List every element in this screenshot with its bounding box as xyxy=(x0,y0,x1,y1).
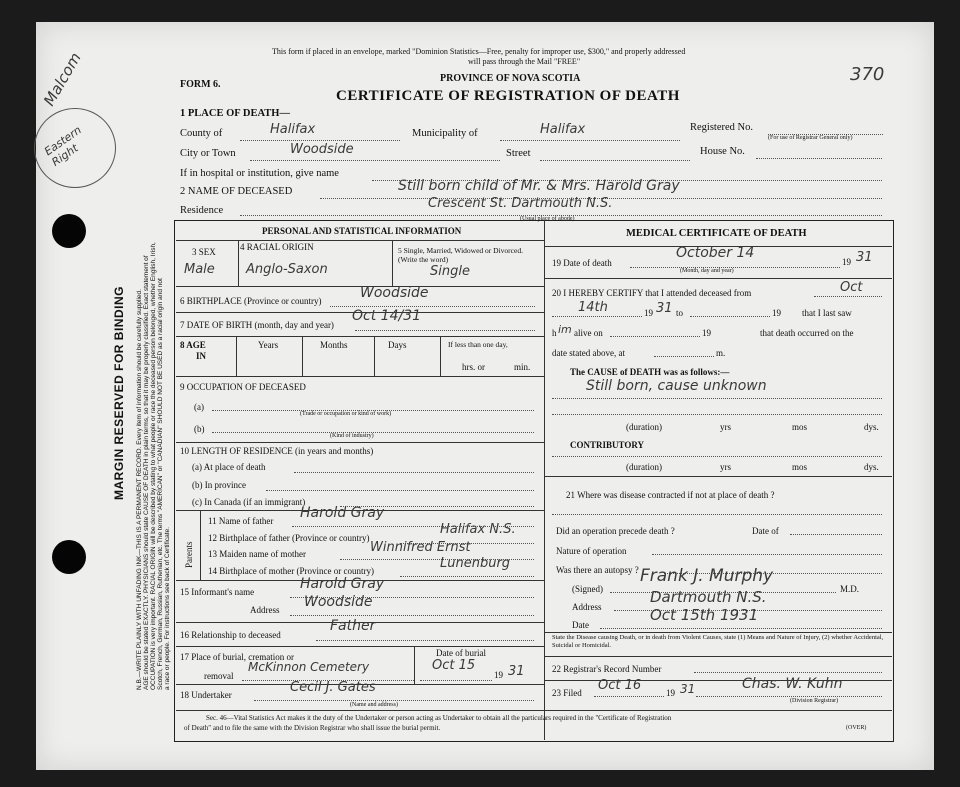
burial-date-value: Oct 15 xyxy=(432,658,476,673)
residence-a: (a) At place of death xyxy=(192,462,266,472)
alive-value: im xyxy=(558,323,572,336)
marital-value: Single xyxy=(430,264,470,279)
duration-label: (duration) xyxy=(626,422,662,432)
division-note: (Division Registrar) xyxy=(790,698,839,704)
footer-line-1: Sec. 46—Vital Statistics Act makes it the duty of the Undertaker or person acting as Undertaker to obtain all the particulars required in the "Certificate of Registration xyxy=(206,714,672,722)
duration-yrs: yrs xyxy=(720,422,731,432)
parents-label: Parents xyxy=(184,541,194,568)
medical-heading: MEDICAL CERTIFICATE OF DEATH xyxy=(626,228,807,239)
contrib-duration-label: (duration) xyxy=(626,462,662,472)
date-of-burial-label: Date of burial xyxy=(436,648,486,658)
residence-value: Crescent St. Dartmouth N.S. xyxy=(428,196,613,211)
certify-from-value: Oct xyxy=(840,280,863,295)
filed-year-value: 31 xyxy=(680,682,696,696)
medical-address-label: Address xyxy=(572,602,602,612)
province-label: PROVINCE OF NOVA SCOTIA xyxy=(440,73,581,84)
informant-address-value: Woodside xyxy=(304,594,373,610)
cause-label: The CAUSE of DEATH was as follows:— xyxy=(570,367,730,377)
operation-date-label: Date of xyxy=(752,526,779,536)
relationship-value: Father xyxy=(330,618,376,634)
alive-year-label: 19 xyxy=(702,328,711,338)
registrar-signature: Chas. W. Kuhn xyxy=(742,676,843,692)
marital-label: 5 Single, Married, Widowed or Divorced. (Write the word) xyxy=(398,246,523,264)
mother-maiden-value: Winnifred Ernst xyxy=(370,540,471,555)
that-death-label: that death occurred on the xyxy=(760,328,854,338)
occupation-a-note: (Trade or occupation or kind of work) xyxy=(300,411,392,417)
months-label: Months xyxy=(320,340,348,350)
medical-address-value: Dartmouth N.S. xyxy=(650,588,767,606)
county-label: County of xyxy=(180,128,223,139)
margin-nb-line: a race or people. For instructions see back of Certificate. xyxy=(164,527,171,690)
occupation-b-note: (Kind of industry) xyxy=(330,433,374,439)
annotation-name: Malcom xyxy=(40,49,85,109)
m-label: m. xyxy=(716,348,726,358)
alive-prefix: h xyxy=(552,328,557,338)
contracted-label: 21 Where was disease contracted if not at place of death ? xyxy=(566,490,775,500)
removal-label: removal xyxy=(204,671,234,681)
relationship-label: 16 Relationship to deceased xyxy=(180,630,281,640)
footer-over: (OVER) xyxy=(846,725,867,731)
informant-address-label: Address xyxy=(250,605,280,615)
father-birthplace-label: 12 Birthplace of father (Province or country) xyxy=(208,533,370,543)
age-in-label: IN xyxy=(196,351,207,361)
punch-hole xyxy=(52,540,86,574)
filed-label: 23 Filed xyxy=(552,688,582,698)
nature-label: Nature of operation xyxy=(556,546,627,556)
dob-label: 7 DATE OF BIRTH (month, day and year) xyxy=(180,320,334,330)
min-label: min. xyxy=(514,362,531,372)
occupation-a: (a) xyxy=(194,402,204,412)
undertaker-value: Cecil J. Gates xyxy=(290,680,376,695)
municipality-value: Halifax xyxy=(540,122,586,137)
date-stated-label: date stated above, at xyxy=(552,348,625,358)
medical-date-label: Date xyxy=(572,620,589,630)
date-year-prefix: 19 xyxy=(842,257,851,267)
margin-nb-line: OCCUPATION is very important. RACIAL ORIGIN will be described by stating to what people or race the deceased person belonged, whether English, Irish, xyxy=(150,242,157,690)
birthplace-value: Woodside xyxy=(360,285,429,301)
hospital-label: If in hospital or institution, give name xyxy=(180,168,339,179)
contrib-yrs: yrs xyxy=(720,462,731,472)
registered-no-label: Registered No. xyxy=(690,122,753,133)
contrib-mos: mos xyxy=(792,462,808,472)
father-name-value: Harold Gray xyxy=(300,505,385,521)
date-of-death-label: 19 Date of death xyxy=(552,258,612,268)
burial-year-prefix: 19 xyxy=(494,670,503,680)
autopsy-label: Was there an autopsy ? xyxy=(556,565,639,575)
racial-origin-label: 4 RACIAL ORIGIN xyxy=(240,242,314,252)
place-of-death-heading: 1 PLACE OF DEATH— xyxy=(180,108,290,119)
filed-year-prefix: 19 xyxy=(666,688,675,698)
father-birthplace-value: Halifax N.S. xyxy=(440,522,516,537)
cause-value: Still born, cause unknown xyxy=(586,378,767,394)
occupation-b: (b) xyxy=(194,424,205,434)
county-value: Halifax xyxy=(270,122,316,137)
filed-value: Oct 16 xyxy=(598,678,642,693)
form-number: FORM 6. xyxy=(180,79,221,90)
to-year-label: 19 xyxy=(772,308,781,318)
informant-label: 15 Informant's name xyxy=(180,587,255,597)
deceased-name-value: Still born child of Mr. & Mrs. Harold Gray xyxy=(398,178,680,194)
margin-nb-line: AGE should be stated EXACTLY. PHYSICIANS should state CAUSE OF DEATH in plain terms, so that it may be properly classified. Exact statement of xyxy=(143,255,150,690)
alive-on-label: alive on xyxy=(574,328,603,338)
house-no-label: House No. xyxy=(700,146,745,157)
burial-year-value: 31 xyxy=(508,664,525,679)
punch-hole xyxy=(52,214,86,248)
street-label: Street xyxy=(506,148,531,159)
contributory-label: CONTRIBUTORY xyxy=(570,440,645,450)
from-year-value: 31 xyxy=(656,301,673,316)
record-number-label: 22 Registrar's Record Number xyxy=(552,664,662,674)
envelope-note-2: will pass through the Mail "FREE" xyxy=(468,57,581,66)
envelope-note: This form if placed in an envelope, marked "Dominion Statistics—Free, penalty for improper use, $300," and properly addressed xyxy=(272,47,686,56)
informant-value: Harold Gray xyxy=(300,576,385,592)
residence-label: Residence xyxy=(180,205,224,216)
dob-value: Oct 14/31 xyxy=(352,308,422,324)
mother-birthplace-label: 14 Birthplace of mother (Province or country) xyxy=(208,566,374,576)
city-label: City or Town xyxy=(180,148,236,159)
annotation-circle-text: Eastern Right xyxy=(41,123,84,169)
margin-reserved-label: MARGIN RESERVED FOR BINDING xyxy=(112,286,126,500)
footer-line-2: of Death" and to file the same with the Division Registrar who shall issue the burial permit. xyxy=(184,724,441,732)
municipality-label: Municipality of xyxy=(412,128,478,139)
occupation-label: 9 OCCUPATION OF DECEASED xyxy=(180,382,306,392)
medical-date-value: Oct 15th 1931 xyxy=(650,606,759,624)
undertaker-label: 18 Undertaker xyxy=(180,690,232,700)
margin-nb-line: N.B.—WRITE PLAINLY WITH UNFADING INK—THIS IS A PERMANENT RECORD. Every item of information should be carefully supplied. xyxy=(136,289,143,690)
days-label: Days xyxy=(388,340,407,350)
duration-dys: dys. xyxy=(864,422,879,432)
date-of-death-value: October 14 xyxy=(676,245,755,261)
registrar-note: (For use of Registrar General only) xyxy=(768,135,853,141)
mother-maiden-label: 13 Maiden name of mother xyxy=(208,549,306,559)
sex-value: Male xyxy=(184,262,215,277)
from-day-value: 14th xyxy=(578,300,608,315)
date-year-value: 31 xyxy=(856,250,873,265)
contrib-dys: dys. xyxy=(864,462,879,472)
age-label: 8 AGE xyxy=(180,340,206,350)
personal-heading: PERSONAL AND STATISTICAL INFORMATION xyxy=(262,226,462,236)
certify-label: 20 I HEREBY CERTIFY that I attended deceased from xyxy=(552,288,752,298)
from-year-prefix: 19 xyxy=(644,308,653,318)
name-deceased-label: 2 NAME OF DECEASED xyxy=(180,186,293,197)
signed-value: Frank J. Murphy xyxy=(640,566,774,586)
to-label: to xyxy=(676,308,684,318)
residence-c: (c) In Canada (if an immigrant) xyxy=(192,497,306,507)
racial-origin-value: Anglo-Saxon xyxy=(246,262,328,277)
burial-label: 17 Place of burial, cremation or xyxy=(180,652,294,662)
sex-label: 3 SEX xyxy=(192,247,216,257)
undertaker-note: (Name and address) xyxy=(350,702,398,708)
residence-length-label: 10 LENGTH OF RESIDENCE (in years and months) xyxy=(180,446,374,456)
years-label: Years xyxy=(258,340,279,350)
less-than-day-label: If less than one day, xyxy=(448,340,508,349)
father-name-label: 11 Name of father xyxy=(208,516,274,526)
disease-note: State the Disease causing Death, or in death from Violent Causes, state (1) Means and Nature of Injury, (2) whether Accidental, Suicidal or Homicidal. xyxy=(552,634,884,649)
last-saw-label: that I last saw xyxy=(802,308,852,318)
hrs-label: hrs. or xyxy=(462,362,485,372)
date-note: (Month, day and year) xyxy=(680,268,734,274)
page-title: CERTIFICATE OF REGISTRATION OF DEATH xyxy=(336,88,680,104)
abode-note: (Usual place of abode) xyxy=(520,216,575,222)
city-value: Woodside xyxy=(290,142,354,157)
birthplace-label: 6 BIRTHPLACE (Province or country) xyxy=(180,296,322,306)
file-number: 370 xyxy=(850,64,885,85)
residence-b: (b) In province xyxy=(192,480,246,490)
md-label: M.D. xyxy=(840,584,860,594)
duration-mos: mos xyxy=(792,422,808,432)
signed-label: (Signed) xyxy=(572,584,603,594)
mother-birthplace-value: Lunenburg xyxy=(440,556,511,571)
margin-nb-line: Scotch, French, German, Russian, Ruthenian, etc. The terms "AMERICAN" or "CANADIAN" SHOULD NOT BE USED as a racial origin and not xyxy=(157,278,164,690)
form-divider xyxy=(544,220,545,740)
operation-label: Did an operation precede death ? xyxy=(556,526,675,536)
burial-place-value: McKinnon Cemetery xyxy=(248,660,370,674)
